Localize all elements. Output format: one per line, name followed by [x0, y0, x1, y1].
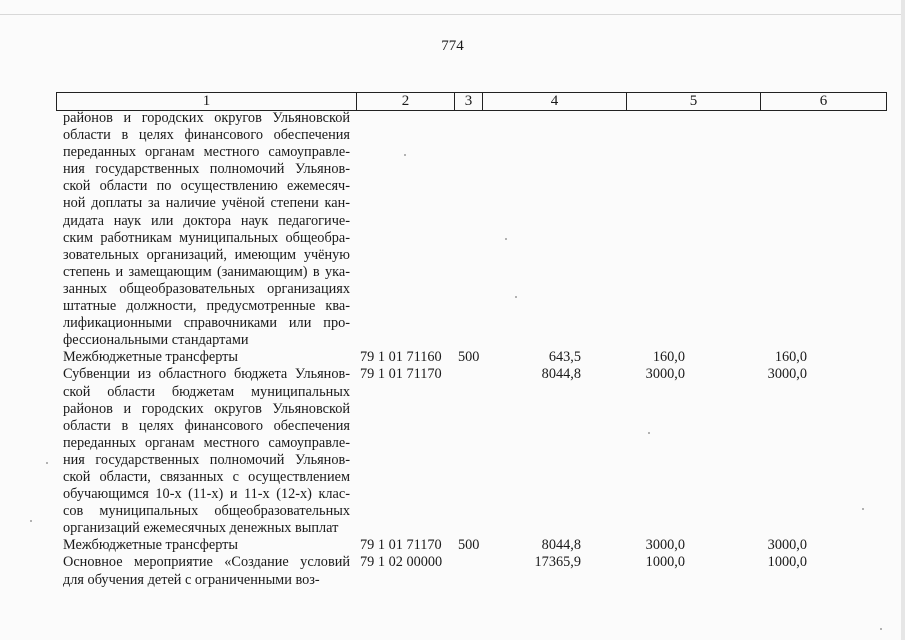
- scan-speck: [880, 628, 882, 630]
- row-code: 79 1 01 71170: [360, 366, 442, 383]
- description-line: обучающимся 10-х (11-х) и 11-х (12-х) клас-: [63, 486, 350, 503]
- budget-row: [63, 537, 853, 554]
- scan-speck: [515, 296, 517, 298]
- scan-speck: [862, 508, 864, 510]
- description-line: зовательных организаций, имеющим учёную: [63, 246, 350, 263]
- row-code: 79 1 01 71170: [360, 537, 442, 554]
- description-line: области в целях финансового обеспечения: [63, 127, 350, 144]
- scan-speck: [648, 432, 650, 434]
- row-code: 79 1 01 71160: [360, 349, 442, 366]
- description-line: ским работникам муниципальных общеобра-: [63, 229, 350, 246]
- header-col-2: 2: [357, 93, 455, 111]
- page-number: 774: [441, 38, 464, 54]
- description-line: Межбюджетные трансферты: [63, 349, 239, 366]
- row-amount-col6: 3000,0: [767, 366, 807, 383]
- row-amount-col6: 3000,0: [767, 537, 807, 554]
- column-header-table: [56, 92, 887, 111]
- scan-speck: [404, 154, 406, 156]
- description-line: ния государственных полномочий Ульянов-: [63, 451, 350, 468]
- header-col-5: 5: [627, 93, 761, 111]
- budget-row: [63, 110, 853, 349]
- description-line: дидата наук или доктора наук педагогиче-: [63, 212, 350, 229]
- budget-row: [63, 554, 853, 588]
- row-description: [63, 349, 350, 366]
- scan-edge-line: [0, 14, 905, 15]
- description-line: ской области бюджетам муниципальных: [63, 383, 350, 400]
- row-amount-col4: 643,5: [548, 349, 581, 366]
- row-amount-col5: 3000,0: [645, 366, 685, 383]
- description-line: районов и городских округов Ульяновской: [63, 400, 350, 417]
- row-expense-type: 500: [458, 349, 480, 366]
- budget-row: [63, 349, 853, 366]
- description-line: Межбюджетные трансферты: [63, 537, 239, 554]
- description-line: штатные должности, предусмотренные ква-: [63, 298, 350, 315]
- row-amount-col4: 8044,8: [541, 366, 581, 383]
- header-col-3: 3: [455, 93, 483, 111]
- description-line: для обучения детей с ограниченными воз-: [63, 571, 320, 588]
- description-line: занных общеобразовательных организациях: [63, 280, 350, 297]
- description-line: ской области, связанных с осуществлением: [63, 468, 350, 485]
- row-amount-col4: 8044,8: [541, 537, 581, 554]
- row-amount-col5: 160,0: [652, 349, 685, 366]
- description-line: районов и городских округов Ульяновской: [63, 110, 350, 126]
- description-line: фессиональными стандартами: [63, 332, 249, 349]
- description-line: ской области по осуществлению ежемесяч-: [63, 178, 350, 195]
- row-amount-col5: 3000,0: [645, 537, 685, 554]
- header-row: [57, 93, 887, 111]
- row-amount-col4: 17365,9: [534, 554, 581, 571]
- header-col-4: 4: [483, 93, 627, 111]
- description-line: ния государственных полномочий Ульянов-: [63, 161, 350, 178]
- scan-speck: [30, 520, 32, 522]
- description-line: переданных органам местного самоуправле-: [63, 434, 350, 451]
- row-expense-type: 500: [458, 537, 480, 554]
- row-amount-col6: 160,0: [774, 349, 807, 366]
- description-line: лификационными справочниками или про-: [63, 315, 350, 332]
- description-line: переданных органам местного самоуправле-: [63, 144, 350, 161]
- description-line: организаций ежемесячных денежных выплат: [63, 520, 339, 537]
- description-line: области в целях финансового обеспечения: [63, 417, 350, 434]
- budget-rows: [63, 110, 853, 589]
- row-description: [63, 110, 350, 349]
- row-description: [63, 366, 350, 537]
- row-code: 79 1 02 00000: [360, 554, 443, 571]
- scan-edge-shadow: [901, 0, 905, 640]
- budget-row: [63, 366, 853, 537]
- row-amount-col6: 1000,0: [767, 554, 807, 571]
- description-line: степень и замещающим (занимающим) в ука-: [63, 263, 350, 280]
- description-line: сов муниципальных общеобразовательных: [63, 503, 350, 520]
- row-description: [63, 537, 350, 554]
- scan-speck: [46, 462, 48, 464]
- header-col-1: 1: [57, 93, 357, 111]
- header-col-6: 6: [761, 93, 887, 111]
- description-line: Субвенции из областного бюджета Ульянов-: [63, 366, 350, 383]
- row-amount-col5: 1000,0: [645, 554, 685, 571]
- description-line: Основное мероприятие «Создание условий: [63, 554, 350, 571]
- row-description: [63, 554, 350, 588]
- scan-speck: [505, 238, 507, 240]
- description-line: ной доплаты за наличие учёной степени кан-: [63, 195, 350, 212]
